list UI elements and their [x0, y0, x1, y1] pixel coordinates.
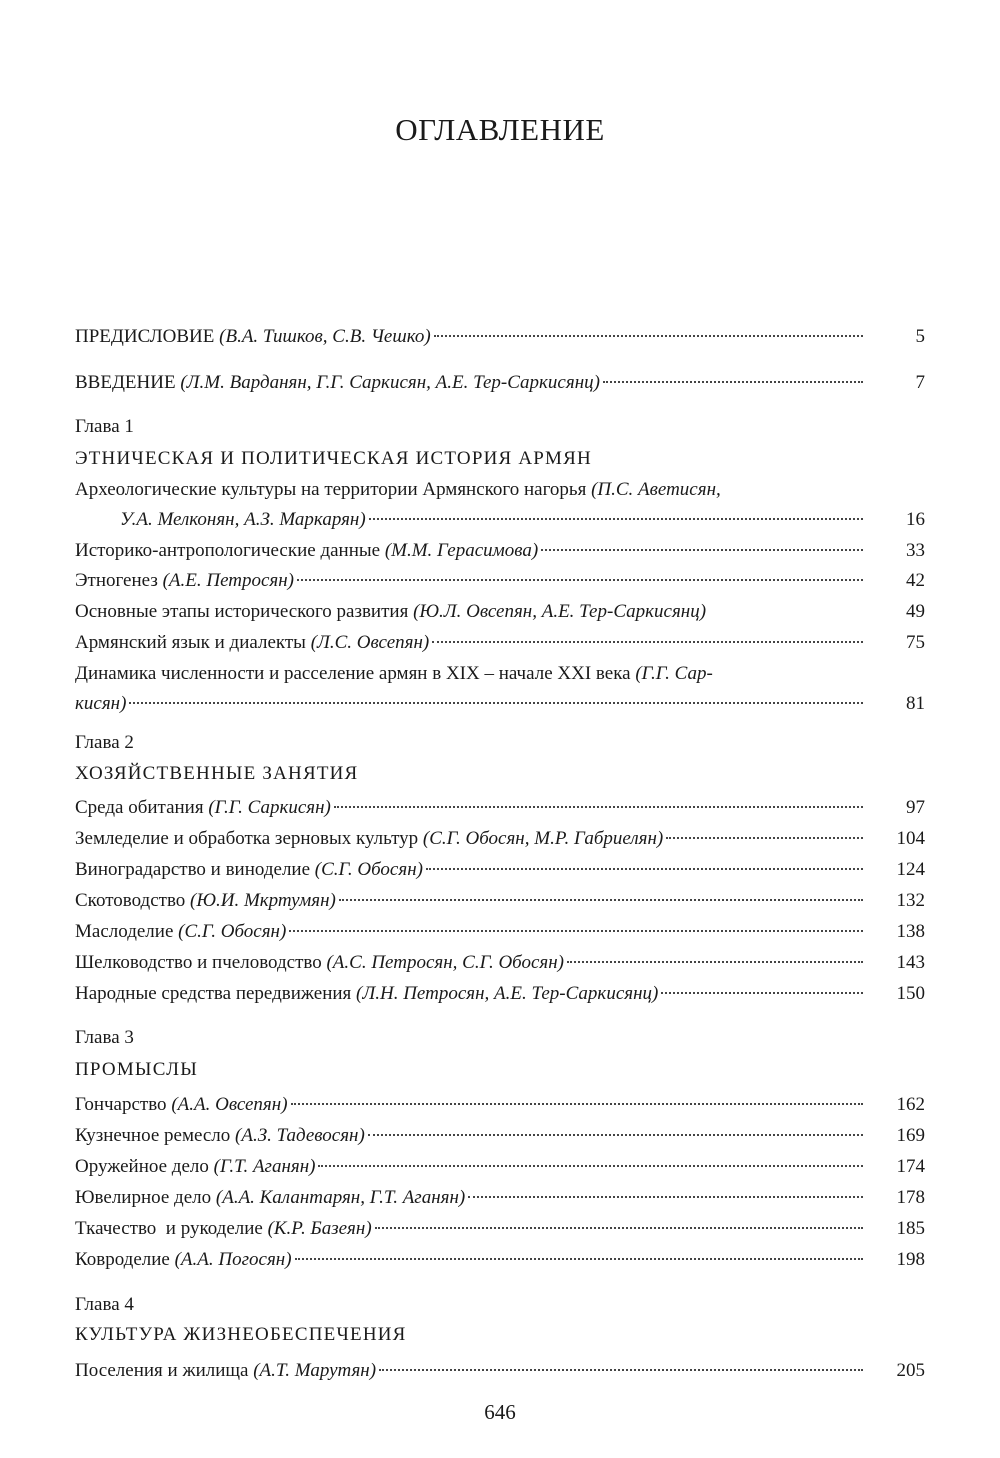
chapter-label: Глава 3 [75, 1027, 134, 1048]
chapter-title: КУЛЬТУРА ЖИЗНЕОБЕСПЕЧЕНИЯ [75, 1324, 407, 1345]
toc-entry [75, 979, 925, 1009]
entry-page: 5 [915, 326, 925, 347]
entry-authors: (А.А. Овсепян) [171, 1094, 288, 1115]
leader-dots [426, 868, 863, 870]
entry-page: 169 [896, 1125, 925, 1146]
leader-dots [318, 1165, 863, 1167]
entry-authors: (С.Г. Обосян) [314, 859, 423, 880]
toc-entry [75, 597, 925, 627]
entry-page: 198 [896, 1249, 925, 1270]
entry-page: 42 [906, 570, 925, 591]
leader-dots [432, 641, 863, 643]
toc-entry [75, 1121, 925, 1151]
entry-page: 124 [896, 859, 925, 880]
leader-dots [334, 806, 863, 808]
entry-label: ПРЕДИСЛОВИЕ [75, 326, 215, 347]
leader-dots [468, 1196, 863, 1198]
leader-dots [541, 549, 863, 551]
entry-authors: (А.А. Калантарян, Г.Т. Аганян) [215, 1187, 466, 1208]
toc-entry [75, 886, 925, 916]
entry-text: Скотоводство [75, 890, 186, 911]
toc-entry [75, 475, 925, 535]
entry-page: 75 [906, 632, 925, 653]
entry-authors-cont: У.А. Мелконян, А.З. Маркарян) [120, 509, 366, 530]
toc-entry-preface [75, 322, 925, 352]
page-title: ОГЛАВЛЕНИЕ [395, 112, 605, 147]
leader-dots [375, 1227, 863, 1229]
entry-text: Оружейное дело [75, 1156, 209, 1177]
chapter-title: ПРОМЫСЛЫ [75, 1059, 198, 1080]
entry-authors: (Ю.И. Мкртумян) [190, 890, 336, 911]
leader-dots [379, 1369, 863, 1371]
entry-authors: (Г.Г. Саркисян) [208, 797, 331, 818]
entry-authors: (А.Е. Петросян) [162, 570, 295, 591]
entry-text: Гончарство [75, 1094, 167, 1115]
toc-entry [75, 1245, 925, 1275]
entry-authors: (Г.Т. Аганян) [213, 1156, 316, 1177]
entry-authors: (Ю.Л. Овсепян, А.Е. Тер-Саркисянц) [413, 601, 707, 622]
toc-entry [75, 948, 925, 978]
entry-authors-cont: кисян) [75, 693, 127, 714]
entry-page: 138 [896, 921, 925, 942]
entry-authors: (В.А. Тишков, С.В. Чешко) [219, 326, 431, 347]
entry-text: Поселения и жилища [75, 1360, 249, 1381]
entry-page: 81 [906, 693, 925, 714]
entry-label: ВВЕДЕНИЕ [75, 372, 176, 393]
toc-entry [75, 1183, 925, 1213]
entry-page: 33 [906, 540, 925, 561]
entry-page: 104 [896, 828, 925, 849]
leader-dots [661, 992, 863, 994]
toc-entry [75, 855, 925, 885]
entry-text: Шелководство и пчеловодство [75, 952, 322, 973]
leader-dots [368, 1134, 863, 1136]
entry-text: Армянский язык и диалекты [75, 632, 306, 653]
entry-text: Ювелирное дело [75, 1187, 212, 1208]
entry-authors: (Л.Н. Петросян, А.Е. Тер-Саркисянц) [356, 983, 659, 1004]
toc-entry [75, 566, 925, 596]
chapter-label: Глава 2 [75, 732, 134, 753]
entry-page: 205 [896, 1360, 925, 1381]
entry-authors: (А.С. Петросян, С.Г. Обосян) [326, 952, 565, 973]
toc-entry [75, 536, 925, 566]
entry-text: Виноградарство и виноделие [75, 859, 311, 880]
entry-text: Ковроделие [75, 1249, 170, 1270]
leader-dots [666, 837, 863, 839]
entry-page: 150 [896, 983, 925, 1004]
entry-authors: (А.А. Погосян) [174, 1249, 292, 1270]
entry-page: 97 [906, 797, 925, 818]
leader-dots [289, 930, 863, 932]
entry-page: 178 [896, 1187, 925, 1208]
entry-page: 7 [915, 372, 925, 393]
entry-authors: (Г.Г. Сар- [635, 663, 713, 684]
leader-dots [129, 702, 863, 704]
chapter-title: ХОЗЯЙСТВЕННЫЕ ЗАНЯТИЯ [75, 763, 359, 784]
entry-text: Народные средства передвижения [75, 983, 352, 1004]
entry-authors: (С.Г. Обосян, М.Р. Габриелян) [422, 828, 664, 849]
toc-entry [75, 1090, 925, 1120]
leader-dots [295, 1258, 863, 1260]
entry-page: 162 [896, 1094, 925, 1115]
leader-dots [567, 961, 863, 963]
entry-authors: (П.С. Аветисян, [591, 479, 721, 500]
entry-text: Земледелие и обработка зерновых культур [75, 828, 419, 849]
entry-authors: (Л.С. Овсепян) [310, 632, 430, 653]
chapter-label: Глава 1 [75, 416, 134, 437]
entry-page: 132 [896, 890, 925, 911]
toc-entry-introduction [75, 368, 925, 398]
toc-entry [75, 1214, 925, 1244]
entry-page: 16 [906, 509, 925, 530]
leader-dots [434, 335, 863, 337]
toc-entry [75, 917, 925, 947]
page-number: 646 [484, 1400, 516, 1424]
leader-dots [369, 518, 863, 520]
chapter-title: ЭТНИЧЕСКАЯ И ПОЛИТИЧЕСКАЯ ИСТОРИЯ АРМЯН [75, 448, 592, 469]
entry-page: 174 [896, 1156, 925, 1177]
toc-entry [75, 628, 925, 658]
toc-entry [75, 659, 925, 719]
entry-text: Среда обитания [75, 797, 204, 818]
entry-page: 49 [906, 601, 925, 622]
toc-entry [75, 824, 925, 854]
entry-text: Ткачество и рукоделие [75, 1218, 263, 1239]
entry-text: Историко-антропологические данные [75, 540, 381, 561]
entry-text: Кузнечное ремесло [75, 1125, 231, 1146]
toc-entry [75, 793, 925, 823]
toc-entry [75, 1152, 925, 1182]
entry-authors: (А.З. Тадевосян) [235, 1125, 365, 1146]
leader-dots [339, 899, 863, 901]
entry-text: Археологические культуры на территории Армянского нагорья [75, 479, 587, 500]
entry-authors: (Л.М. Варданян, Г.Г. Саркисян, А.Е. Тер-Саркисянц) [180, 372, 600, 393]
leader-dots [297, 579, 863, 581]
leader-dots [291, 1103, 863, 1105]
entry-authors: (С.Г. Обосян) [178, 921, 287, 942]
entry-authors: (М.М. Герасимова) [384, 540, 539, 561]
entry-text: Динамика численности и расселение армян в XIX – начале XXI века [75, 663, 631, 684]
toc-entry [75, 1356, 925, 1386]
leader-dots [603, 381, 863, 383]
entry-text: Маслоделие [75, 921, 174, 942]
entry-text: Этногенез [75, 570, 158, 591]
entry-authors: (К.Р. Базеян) [267, 1218, 372, 1239]
entry-text: Основные этапы исторического развития [75, 601, 409, 622]
entry-page: 185 [896, 1218, 925, 1239]
entry-page: 143 [896, 952, 925, 973]
chapter-label: Глава 4 [75, 1294, 134, 1315]
entry-authors: (А.Т. Марутян) [253, 1360, 377, 1381]
